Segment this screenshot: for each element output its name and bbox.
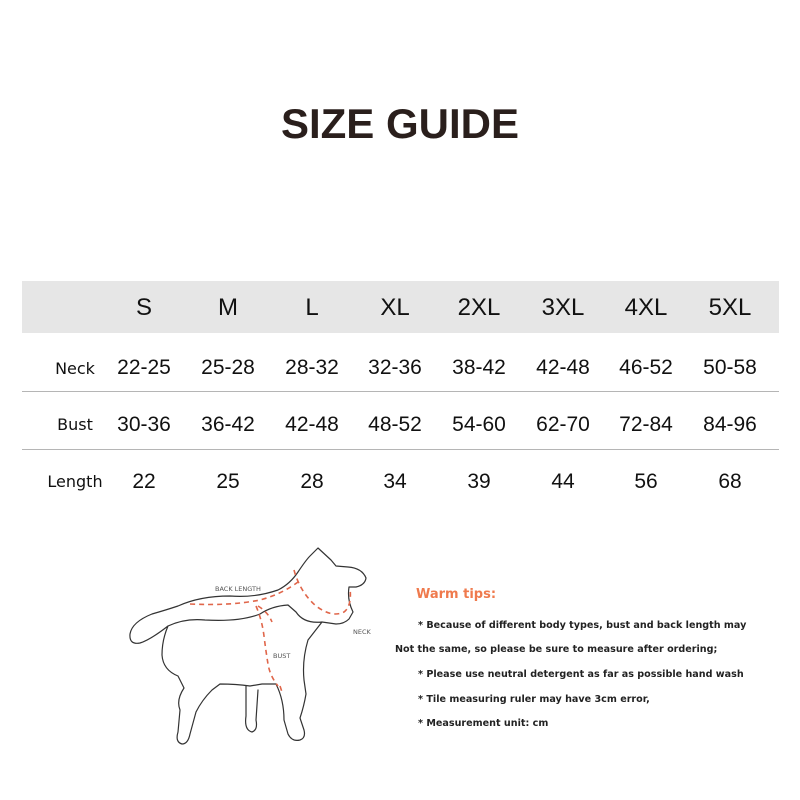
bust-label: BUST	[273, 652, 291, 660]
row-label-neck: Neck	[55, 359, 95, 378]
table-cell: 22	[132, 470, 156, 493]
size-header-cell: 3XL	[541, 294, 585, 321]
table-cell: 84-96	[703, 413, 757, 436]
tip-line: Not the same, so please be sure to measure after ordering;	[395, 644, 718, 655]
table-cell: 34	[383, 470, 407, 493]
row-divider	[22, 391, 779, 392]
table-cell: 38-42	[452, 356, 506, 379]
table-cell: 36-42	[201, 413, 255, 436]
page-title: SIZE GUIDE	[280, 100, 520, 147]
row-divider	[22, 449, 779, 450]
table-cell: 68	[718, 470, 742, 493]
table-cell: 72-84	[619, 413, 673, 436]
table-cell: 54-60	[452, 413, 506, 436]
table-cell: 62-70	[536, 413, 590, 436]
table-cell: 50-58	[703, 356, 757, 379]
table-cell: 44	[551, 470, 575, 493]
table-cell: 25	[216, 470, 240, 493]
size-header-cell: M	[218, 294, 238, 321]
size-header-cell: L	[305, 294, 319, 321]
back-length-label: BACK LENGTH	[215, 585, 261, 593]
size-header-cell: S	[135, 294, 152, 321]
dog-outline	[130, 548, 366, 744]
row-label-bust: Bust	[57, 415, 93, 434]
table-cell: 28-32	[285, 356, 339, 379]
neck-label: NECK	[353, 628, 371, 636]
tip-line: * Because of different body types, bust and back length may	[418, 620, 747, 631]
table-cell: 22-25	[117, 356, 171, 379]
table-cell: 42-48	[536, 356, 590, 379]
table-cell: 32-36	[368, 356, 422, 379]
table-cell: 46-52	[619, 356, 673, 379]
warm-tips-heading: Warm tips:	[416, 587, 497, 602]
size-header-cell: 2XL	[457, 294, 501, 321]
size-header-cell: 5XL	[708, 294, 752, 321]
size-header-cell: 4XL	[624, 294, 668, 321]
neck-line	[294, 570, 350, 614]
size-header-cell: XL	[380, 294, 410, 321]
row-label-length: Length	[47, 472, 103, 491]
table-cell: 39	[467, 470, 491, 493]
table-cell: 56	[634, 470, 658, 493]
table-cell: 42-48	[285, 413, 339, 436]
dog-measurement-diagram	[120, 540, 380, 750]
bust-line	[256, 606, 282, 692]
table-cell: 48-52	[368, 413, 422, 436]
table-cell: 28	[300, 470, 324, 493]
tip-line: * Tile measuring ruler may have 3cm error,	[418, 694, 650, 705]
table-cell: 30-36	[117, 413, 171, 436]
tip-line: * Measurement unit: cm	[418, 718, 549, 729]
tip-line: * Please use neutral detergent as far as possible hand wash	[418, 669, 744, 680]
table-cell: 25-28	[201, 356, 255, 379]
